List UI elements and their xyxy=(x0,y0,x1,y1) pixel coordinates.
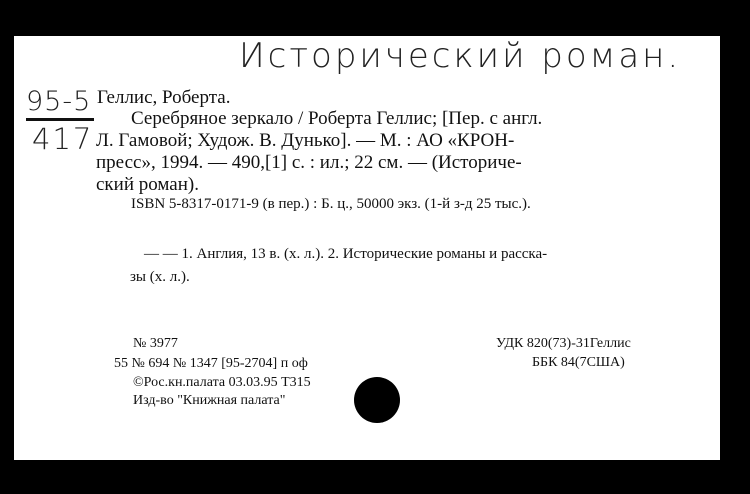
record-line-3: пресс», 1994. — 490,[1] с. : ил.; 22 см. — (Историче- xyxy=(96,152,522,173)
isbn-line: ISBN 5-8317-0171-9 (в пер.) : Б. ц., 50000 экз. (1-й з-д 25 тыс.). xyxy=(131,196,531,212)
catalog-card xyxy=(14,36,720,460)
punch-hole xyxy=(354,377,400,423)
subjects-line-1: — — 1. Англия, 13 в. (х. л.). 2. Исторические романы и расска- xyxy=(144,246,548,262)
call-number-bottom: 417 xyxy=(32,122,94,156)
record-line-4: ский роман). xyxy=(96,174,199,195)
record-number: № 3977 xyxy=(133,336,178,351)
udk-code: УДК 820(73)-31Геллис xyxy=(496,336,631,351)
author-heading: Геллис, Роберта. xyxy=(97,87,231,108)
book-chamber-stamp: ©Рос.кн.палата 03.03.95 Т315 xyxy=(133,375,311,390)
record-codes: 55 № 694 № 1347 [95-2704] п оф xyxy=(114,356,308,371)
bbk-code: ББК 84(7США) xyxy=(532,355,625,370)
handwritten-note: Исторический роман. xyxy=(239,36,682,76)
record-line-2: Л. Гамовой; Худож. В. Дунько]. — М. : АО «КРОН- xyxy=(96,130,515,151)
publisher-line: Изд-во "Книжная палата" xyxy=(133,393,286,408)
record-line-1: Серебряное зеркало / Роберта Геллис; [Пер. с англ. xyxy=(131,108,543,129)
call-number-divider xyxy=(26,118,94,121)
subjects-line-2: зы (х. л.). xyxy=(130,269,190,285)
call-number-top: 95-5 xyxy=(26,86,92,117)
